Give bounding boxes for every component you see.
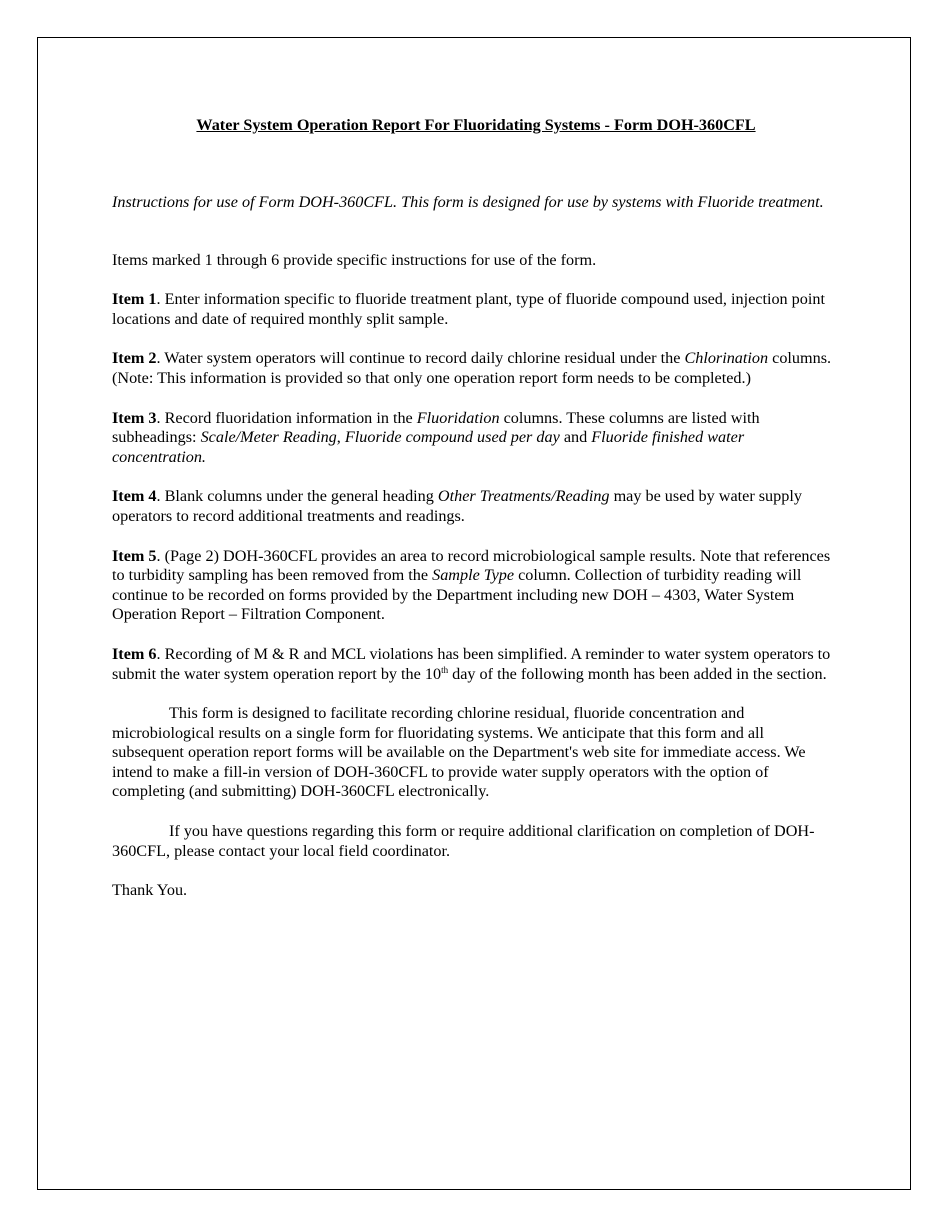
item-3 — [112, 409, 840, 468]
item-4-emphasis: Other Treatments/Reading — [437, 487, 610, 506]
item-2-text: . Water system operators will continue to record daily chlorine residual under the — [156, 349, 685, 368]
document-body — [112, 115, 840, 901]
item-4-text-cont: may be used by water supply operators to record additional treatments and readings. — [112, 487, 802, 525]
item-5-label: Item 5 — [112, 546, 157, 565]
item-3-emphasis-compound: Fluoride compound used per day — [344, 428, 560, 447]
item-5-emphasis: Sample Type — [432, 566, 515, 585]
item-2 — [112, 349, 840, 388]
paragraph-form-purpose: This form is designed to facilitate recording chlorine residual, fluoride concentration and microbiological results on a single form for fluoridating systems. We anticipate that this form and all subsequent operation report forms will be available on the Department's web site for immediate access. We intend to make a fill-in version of DOH-360CFL to provide water supply operators with the option of completing (and submitting) DOH-360CFL electronically. — [112, 704, 806, 801]
item-4-label: Item 4 — [112, 487, 157, 506]
item-1-label: Item 1 — [112, 290, 157, 309]
item-6-label: Item 6 — [112, 644, 157, 663]
paragraph-contact: If you have questions regarding this form or require additional clarification on completion of DOH-360CFL, please contact your local field coordinator. — [112, 822, 815, 860]
item-3-emphasis-concentration: Fluoride finished water concentration. — [112, 428, 745, 466]
item-3-conjunction: and — [559, 428, 592, 447]
item-3-text-cont: columns. These columns are listed with subheadings: — [112, 408, 760, 447]
item-6 — [112, 645, 840, 684]
item-3-emphasis-scale: Scale/Meter Reading — [200, 428, 337, 447]
item-3-label: Item 3 — [112, 408, 157, 427]
items-overview: Items marked 1 through 6 provide specific instructions for use of the form. — [112, 250, 597, 269]
item-6-text: . Recording of M & R and MCL violations has been simplified. A reminder to water system operators to submit the water system operation report by the 10 — [112, 644, 831, 683]
item-2-emphasis: Chlorination — [684, 349, 769, 368]
item-2-label: Item 2 — [112, 349, 157, 368]
item-1-text: . Enter information specific to fluoride treatment plant, type of fluoride compound used, injection point locations and date of required monthly split sample. — [112, 290, 825, 328]
item-3-text: . Record fluoridation information in the — [156, 408, 417, 427]
item-5-text-cont: column. Collection of turbidity reading will continue to be recorded on forms provided by the Department including new DOH – 4303, Water System Operation Report – Filtration Component. — [112, 566, 802, 624]
item-3-emphasis-fluoridation: Fluoridation — [416, 408, 500, 427]
item-6-text-cont: day of the following month has been added in the section. — [448, 664, 827, 683]
item-4 — [112, 487, 840, 526]
item-5 — [112, 547, 840, 625]
item-6-superscript: th — [441, 664, 449, 675]
item-4-text: . Blank columns under the general heading — [156, 487, 438, 506]
closing-thank-you: Thank You. — [112, 881, 188, 900]
item-1 — [112, 290, 840, 329]
item-3-separator: , — [336, 428, 345, 447]
item-2-text-cont: columns. (Note: This information is provided so that only one operation report form needs to be completed.) — [112, 349, 832, 387]
intro-instructions: Instructions for use of Form DOH-360CFL. This form is designed for use by systems with Fluoride treatment. — [112, 193, 824, 211]
item-5-text: . (Page 2) DOH-360CFL provides an area to record microbiological sample results. Note that references to turbidity sampling has been removed from the — [112, 546, 831, 585]
document-title: Water System Operation Report For Fluoridating Systems - Form DOH-360CFL — [196, 116, 756, 134]
